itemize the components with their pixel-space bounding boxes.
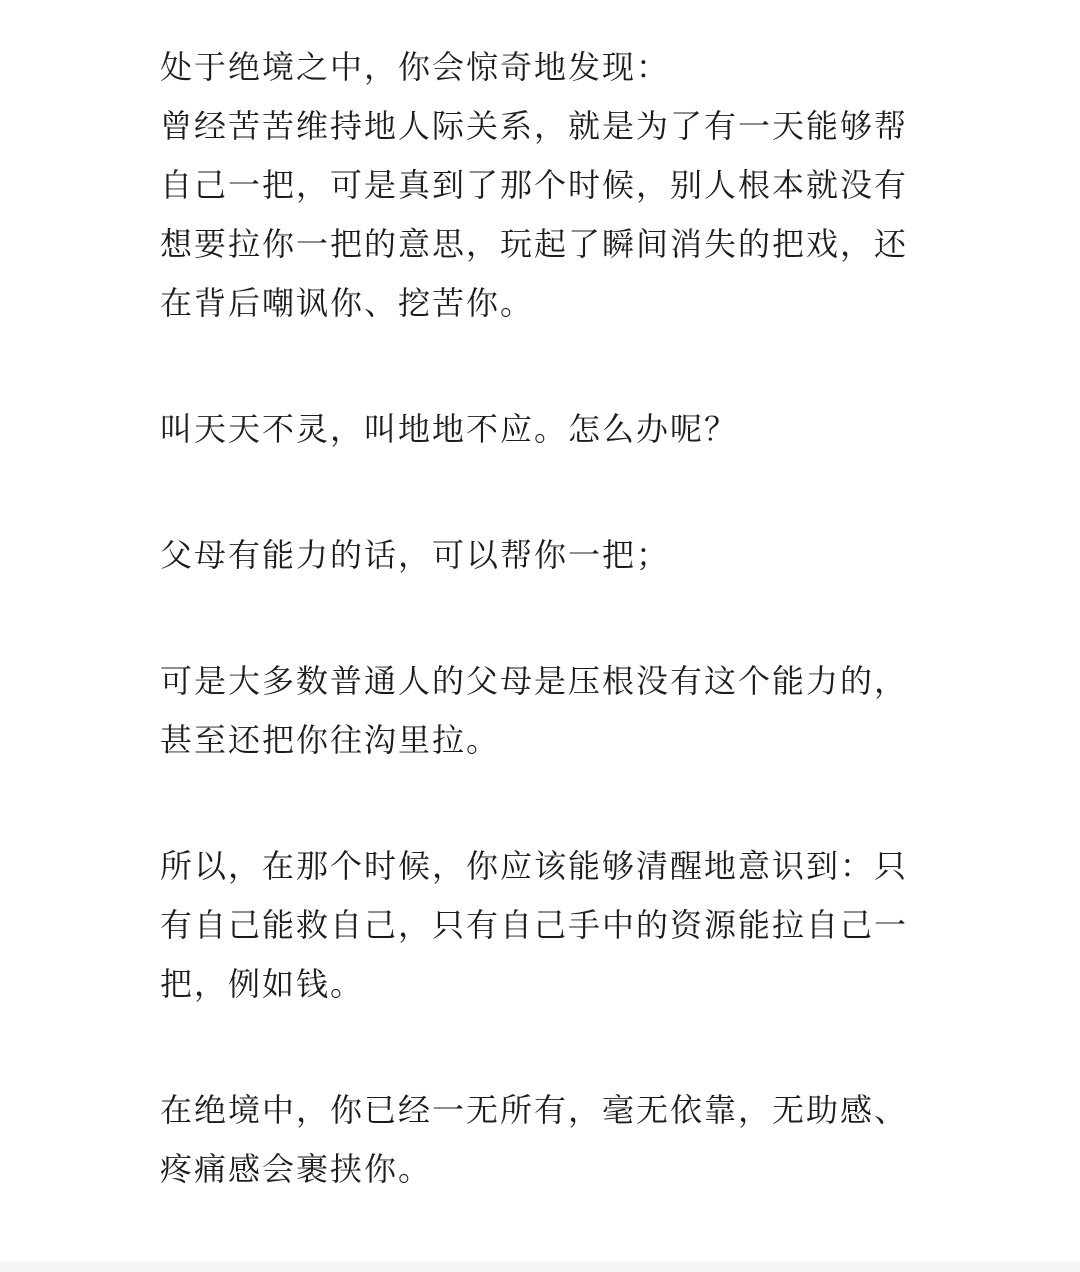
paragraph-gap bbox=[160, 333, 920, 400]
article-body bbox=[160, 38, 920, 1199]
text-line: 疼痛感会裹挟你。 bbox=[160, 1150, 433, 1188]
text-line: 自己一把，可是真到了那个时候，别人根本就没有 bbox=[160, 166, 909, 204]
paragraph-1 bbox=[160, 38, 920, 333]
text-line: 叫天天不灵，叫地地不应。怎么办呢？ bbox=[160, 410, 739, 448]
text-line: 处于绝境之中，你会惊奇地发现： bbox=[160, 48, 671, 86]
text-line: 可是大多数普通人的父母是压根没有这个能力的， bbox=[160, 662, 909, 700]
paragraph-2 bbox=[160, 400, 920, 459]
text-line: 把，例如钱。 bbox=[160, 965, 365, 1003]
paragraph-gap bbox=[160, 1014, 920, 1081]
text-line: 有自己能救自己，只有自己手中的资源能拉自己一 bbox=[160, 906, 909, 944]
paragraph-gap bbox=[160, 585, 920, 652]
text-line: 在绝境中，你已经一无所有，毫无依靠，无助感、 bbox=[160, 1091, 909, 1129]
paragraph-3 bbox=[160, 526, 920, 585]
text-line: 在背后嘲讽你、挖苦你。 bbox=[160, 284, 535, 322]
paragraph-4 bbox=[160, 652, 920, 770]
text-line: 父母有能力的话，可以帮你一把； bbox=[160, 536, 671, 574]
bottom-edge bbox=[0, 1262, 1080, 1272]
text-line: 曾经苦苦维持地人际关系，就是为了有一天能够帮 bbox=[160, 107, 909, 145]
paragraph-6 bbox=[160, 1081, 920, 1199]
text-line: 甚至还把你往沟里拉。 bbox=[160, 721, 501, 759]
text-line: 想要拉你一把的意思，玩起了瞬间消失的把戏，还 bbox=[160, 225, 909, 263]
text-line: 所以，在那个时候，你应该能够清醒地意识到：只 bbox=[160, 847, 909, 885]
paragraph-gap bbox=[160, 459, 920, 526]
paragraph-5 bbox=[160, 837, 920, 1014]
paragraph-gap bbox=[160, 770, 920, 837]
